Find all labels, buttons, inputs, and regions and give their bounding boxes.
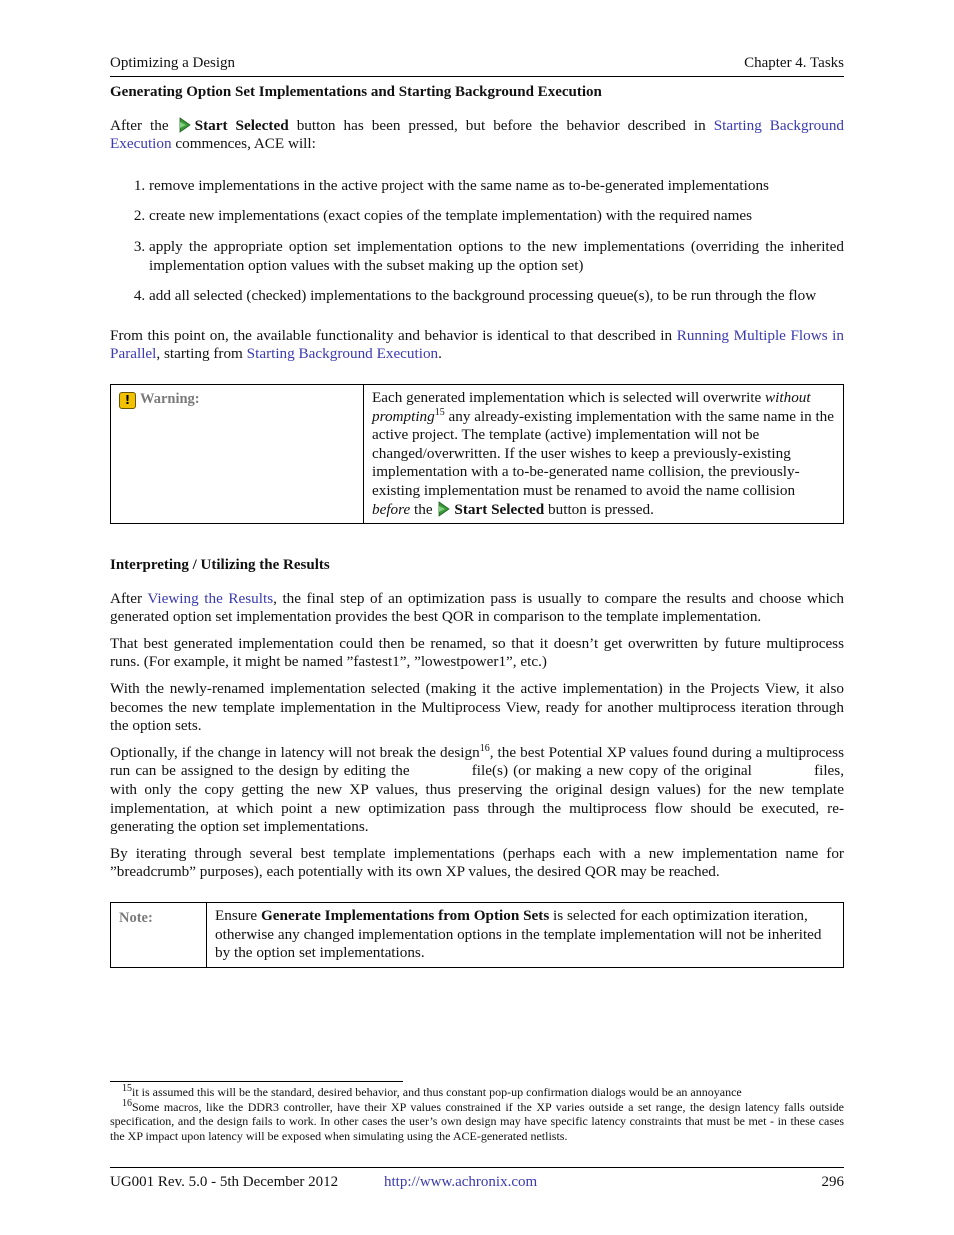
page-number: 296 bbox=[821, 1174, 844, 1190]
page-footer bbox=[110, 1167, 844, 1192]
start-selected-label: Start Selected bbox=[194, 116, 289, 134]
starting-background-execution-link-2[interactable]: Starting Background Execution bbox=[246, 345, 439, 363]
warning-text: Each generated implementation which is selected will overwrite without prompting$^{15}$ any already-existing implementation with the same name in the active project. The template (active) implementation will not be changed/overwritten. If the user wishes to keep a previously-existing implementation with a to-be-generated name collision, the previously-existing implementation must be renamed to avoid the name collision before the Start Selected button is pressed. bbox=[372, 388, 835, 518]
starting-background-execution-link[interactable]: Starting Background Execution bbox=[110, 116, 845, 153]
warning-box bbox=[110, 384, 844, 524]
results-paragraph-5: By iterating through several best template implementations (perhaps each with a new implementation name for ”breadcrumb” purposes), each potentially with its own XP values, the desired QOR may be reached. bbox=[110, 844, 844, 881]
footnote-ref-15: 15 bbox=[434, 406, 445, 418]
section-heading-interpreting: Interpreting / Utilizing the Results bbox=[110, 557, 330, 574]
achronix-website-link[interactable]: http://www.achronix.com bbox=[384, 1174, 538, 1190]
section-heading-generating: Generating Option Set Implementations and Starting Background Execution bbox=[110, 84, 602, 100]
running-multiple-flows-link[interactable]: Running Multiple Flows in Parallel bbox=[110, 326, 845, 363]
after-paragraph: From this point on, the available functionality and behavior is identical to that described in Running Multiple Flows in Parallel, starting from Starting Background Execution. bbox=[110, 326, 845, 363]
results-paragraph-1: After Viewing the Results, the final step of an optimization pass is usually to compare the results and choose which generated option set implementation provides the best QOR in comparison to the template implementation. bbox=[110, 589, 845, 626]
warning-label: Warning: bbox=[140, 390, 200, 407]
warning-icon: ! bbox=[119, 392, 136, 409]
header-chapter: Chapter 4. Tasks bbox=[744, 55, 844, 71]
footnotes bbox=[110, 1085, 844, 1143]
footnote-divider bbox=[110, 1081, 403, 1082]
results-paragraph-2: That best generated implementation could then be renamed, so that it doesn’t get overwritten by future multiprocess runs. (For example, it might be named ”fastest1”, ”lowestpower1”, etc.) bbox=[110, 634, 844, 671]
page-header bbox=[110, 54, 844, 77]
note-text: Ensure Generate Implementations from Option Sets is selected for each optimization iteration, otherwise any changed implementation options in the template implementation will not be inherited by the option set implementations. bbox=[215, 907, 822, 962]
list-item: 4. add all selected (checked) implementations to the background processing queue(s), to be run through the flow bbox=[149, 287, 844, 306]
list-item: 1. remove implementations in the active project with the same name as to-be-generated implementations bbox=[149, 177, 844, 196]
steps-list bbox=[110, 177, 844, 306]
viewing-the-results-link[interactable]: Viewing the Results bbox=[147, 589, 274, 607]
warning-label-cell bbox=[111, 385, 364, 523]
note-box bbox=[110, 902, 844, 968]
start-selected-icon bbox=[436, 501, 452, 517]
start-selected-icon bbox=[177, 117, 193, 133]
footnote-15: $^{15}$it is assumed this will be the standard, desired behavior, and thus constant pop-up confirmation dialogs would be an annoyance bbox=[122, 1083, 742, 1099]
footnote-16: $^{16}$Some macros, like the DDR3 controller, have their XP values constrained if the XP varies outside a set range, the design latency falls outside specification, and the design fails to work. In other cases the user’s own design may have specific latency constraints that must be met - in these cases the XP impact upon latency will be exposed when simulating using the ACE-generated netlists. bbox=[110, 1097, 844, 1143]
results-paragraph-3: With the newly-renamed implementation selected (making it the active implementation) in the Projects View, it also becomes the new template implementation in the Multiprocess View, ready for another multiprocess iteration through the option sets. bbox=[110, 680, 844, 735]
generate-implementations-option: Generate Implementations from Option Sets bbox=[260, 907, 550, 924]
page-body bbox=[110, 83, 844, 968]
footnote-ref-16: 16 bbox=[479, 742, 490, 754]
note-label: Note: bbox=[111, 903, 207, 967]
list-item: 3. apply the appropriate option set implementation options to the new implementations (overriding the inherited implementation option values with the subset making up the option set) bbox=[149, 238, 844, 275]
list-item: 2. create new implementations (exact copies of the template implementation) with the required names bbox=[149, 207, 844, 226]
header-section-title: Optimizing a Design bbox=[110, 55, 235, 71]
start-selected-label: Start Selected bbox=[454, 500, 545, 518]
document-revision: UG001 Rev. 5.0 - 5th December 2012 bbox=[110, 1174, 339, 1190]
intro-paragraph: After the Start Selected button has been pressed, but before the behavior described in Starting Background Execution commences, ACE will: bbox=[110, 116, 845, 153]
results-paragraph-4: Optionally, if the change in latency will not break the design$^{16}$, the best Potential XP values found during a multiprocess run can be assigned to the design by editing the file(s) (or making a new copy of the original files, with only the copy getting the new XP values, thus preserving the original design values) for the new template implementation, at which point a new optimization pass through the multiprocess flow should be executed, re-generating the option set implementations. bbox=[110, 742, 845, 836]
